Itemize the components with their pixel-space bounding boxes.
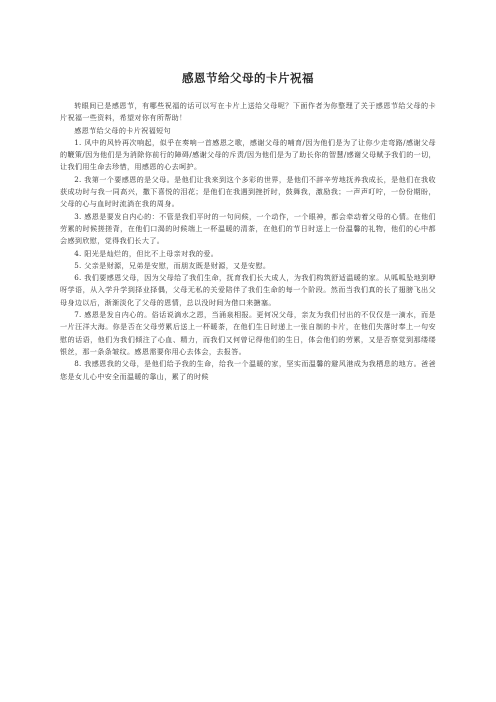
document-title: 感恩节给父母的卡片祝福 [182, 71, 314, 85]
list-item: 6. 我们要感恩父母，因为父母给了我们生命，抚育我们长大成人，为我们构筑舒适温暖的家。从呱呱坠地到咿呀学语，从入学升学到择业择偶，父母无私的关爱陪伴了我们生命的每一个阶段。然而当我们真的长了翅膀飞出父母身边以后，渐渐淡化了父母的恩情，总以没时间为借口来搪塞。 [60, 273, 436, 307]
document-page [60, 70, 436, 383]
list-item: 2. 我第一个要感恩的是父母。是他们让我来到这个多彩的世界，是他们不辞辛劳地抚养我成长，是他们在我收获成功时与我一同高兴，撒下喜悦的泪花；是他们在我遇到挫折时，鼓舞我，激励我；一声声叮咛，一份份期盼，父母的心与血时时流淌在我的周身。 [60, 174, 436, 209]
list-item: 7. 感恩是发自内心的。俗话说滴水之恩，当涌泉相报。更何况父母，亲友为我们付出的不仅仅是一滴水，而是一片汪洋大海。你是否在父母劳累后送上一杯暖茶，在他们生日时递上一张自制的卡片，在他们失落时奉上一句安慰的话语，他们为我们倾注了心血、精力，而我们又何曾记得他们的生日，体会他们的劳累，又是否察觉到那缕缕银丝，那一条条皱纹。感恩需要你用心去体会，去报答。 [60, 310, 436, 356]
section-subheading: 感恩节给父母的卡片祝福短句 [74, 125, 171, 135]
list-item: 1. 风中的风铃再次响起，似乎在奏响一首感恩之歌，感谢父母的哺育/因为他们是为了让你少走弯路/感谢父母的鞭策/因为他们是为消除你前行的障碍/感谢父母的斥责/因为他们是为了助长你的智慧/感谢父母赋予我们的一切，让我们用生命去珍惜，用感恩的心去呵护。 [60, 137, 436, 172]
list-item: 5. 父亲是财源，兄弟是安慰，而朋友既是财源，又是安慰。 [74, 260, 271, 270]
list-item: 4. 阳光是灿烂的，但比不上母亲对我的爱。 [74, 248, 219, 258]
list-item: 3. 感恩是要发自内心的：不管是我们平时的一句问候，一个动作，一个眼神，都会牵动着父母的心情。在他们劳累的时候搓搓背，在他们口渴的时候端上一杯温暖的清茶，在他们的节日时送上一份温馨的礼物，他们的心中都会感到欣慰，觉得我们长大了。 [60, 211, 436, 246]
list-item: 8. 我感恩我的父母，是他们给予我的生命，给我一个温暖的家，坚实而温馨的避风港成为我栖息的地方。爸爸您是女儿心中安全而温暖的靠山，累了的时候 [60, 359, 436, 381]
intro-paragraph: 转眼间已是感恩节，有哪些祝福的话可以写在卡片上送给父母呢？下面作者为你整理了关于感恩节给父母的卡片祝福一些资料，希望对你有所帮助！ [60, 101, 436, 123]
